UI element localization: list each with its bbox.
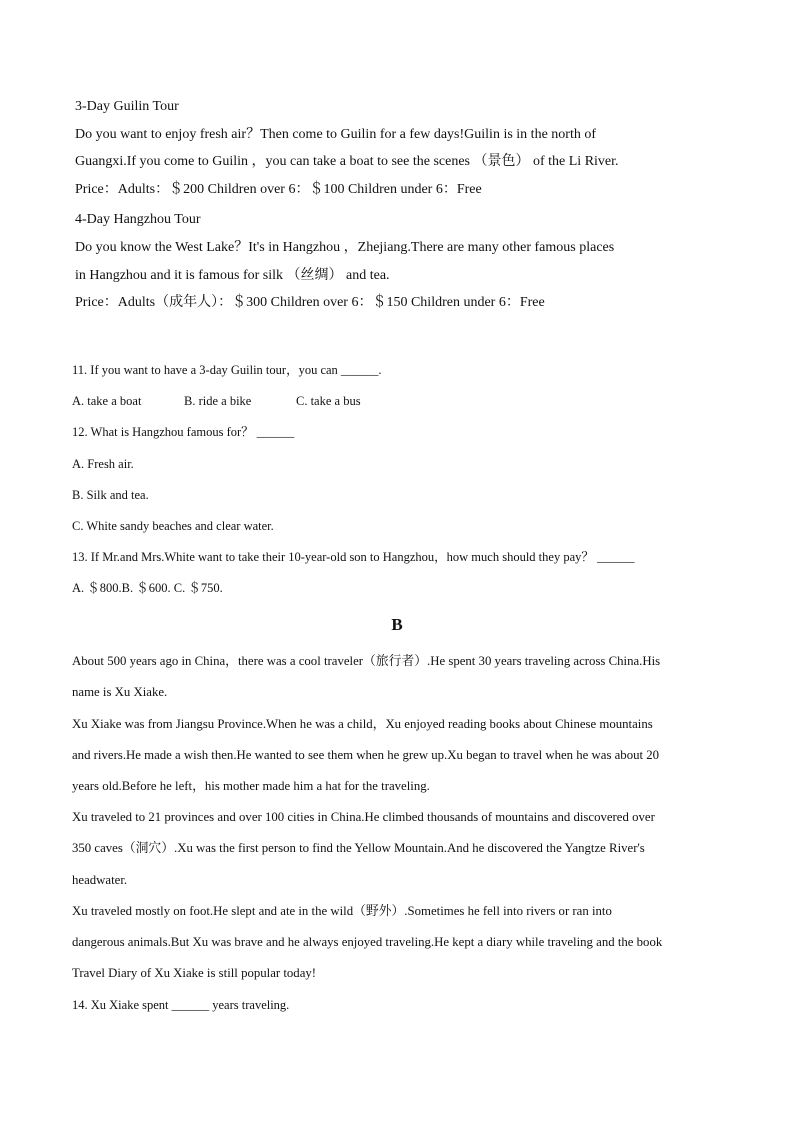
question-12-option-b: B. Silk and tea.	[72, 488, 149, 502]
passage-line: Xu traveled mostly on foot.He slept and ate in the wild（野外）.Sometimes he fell into rivers or ran into	[72, 904, 612, 918]
tour-title-guilin: 3-Day Guilin Tour	[75, 99, 179, 114]
passage-line: 350 caves（洞穴）.Xu was the first person to find the Yellow Mountain.And he discovered the Yangtze River's	[72, 841, 645, 855]
question-14-stem: 14. Xu Xiake spent ______ years traveling.	[72, 998, 290, 1012]
question-11-stem: 11. If you want to have a 3-day Guilin tour，you can ______.	[72, 363, 382, 377]
tour-title-hangzhou: 4-Day Hangzhou Tour	[75, 212, 201, 227]
passage-line: Xu traveled to 21 provinces and over 100 cities in China.He climbed thousands of mountains and discovered over	[72, 810, 655, 824]
question-12-option-a: A. Fresh air.	[72, 457, 134, 471]
question-12-option-c: C. White sandy beaches and clear water.	[72, 519, 274, 533]
passage-line: dangerous animals.But Xu was brave and he always enjoyed traveling.He kept a diary while traveling and the book	[72, 935, 663, 949]
tour-hangzhou-price: Price：Adults（成年人）：＄300 Children over 6：＄150 Children under 6：Free	[75, 295, 545, 310]
question-13-options: A. ＄800.B. ＄600. C. ＄750.	[72, 581, 223, 595]
tour-guilin-line-1: Do you want to enjoy fresh air？Then come to Guilin for a few days!Guilin is in the north of	[75, 127, 596, 142]
question-11-option-a: A. take a boat	[72, 394, 142, 408]
passage-line: About 500 years ago in China，there was a cool traveler（旅行者）.He spent 30 years traveling across China.His	[72, 654, 661, 668]
section-b-heading: B	[391, 615, 403, 634]
passage-line: name is Xu Xiake.	[72, 685, 168, 699]
question-11-options	[72, 392, 361, 410]
tour-guilin-price: Price：Adults：＄200 Children over 6：＄100 Children under 6：Free	[75, 182, 482, 197]
tour-hangzhou-line-1: Do you know the West Lake？It's in Hangzhou ，Zhejiang.There are many other famous places	[75, 240, 615, 255]
passage-line: headwater.	[72, 873, 128, 887]
passage-line: years old.Before he left，his mother made him a hat for the traveling.	[72, 779, 430, 793]
question-12-stem: 12. What is Hangzhou famous for？ ______	[72, 425, 295, 439]
tour-guilin-line-2: Guangxi.If you come to Guilin ，you can take a boat to see the scenes （景色） of the Li River.	[75, 154, 619, 169]
passage-line: Xu Xiake was from Jiangsu Province.When he was a child，Xu enjoyed reading books about Chinese mountains	[72, 717, 653, 731]
question-13-stem: 13. If Mr.and Mrs.White want to take their 10-year-old son to Hangzhou，how much should they pay？ ______	[72, 550, 635, 564]
question-11-option-b: B. ride a bike	[184, 394, 252, 408]
passage-line: Travel Diary of Xu Xiake is still popular today!	[72, 966, 317, 980]
question-11-option-c: C. take a bus	[296, 394, 361, 408]
tour-hangzhou-line-2: in Hangzhou and it is famous for silk （丝绸） and tea.	[75, 268, 390, 283]
passage-line: and rivers.He made a wish then.He wanted to see them when he grew up.Xu began to travel when he was about 20	[72, 748, 660, 762]
